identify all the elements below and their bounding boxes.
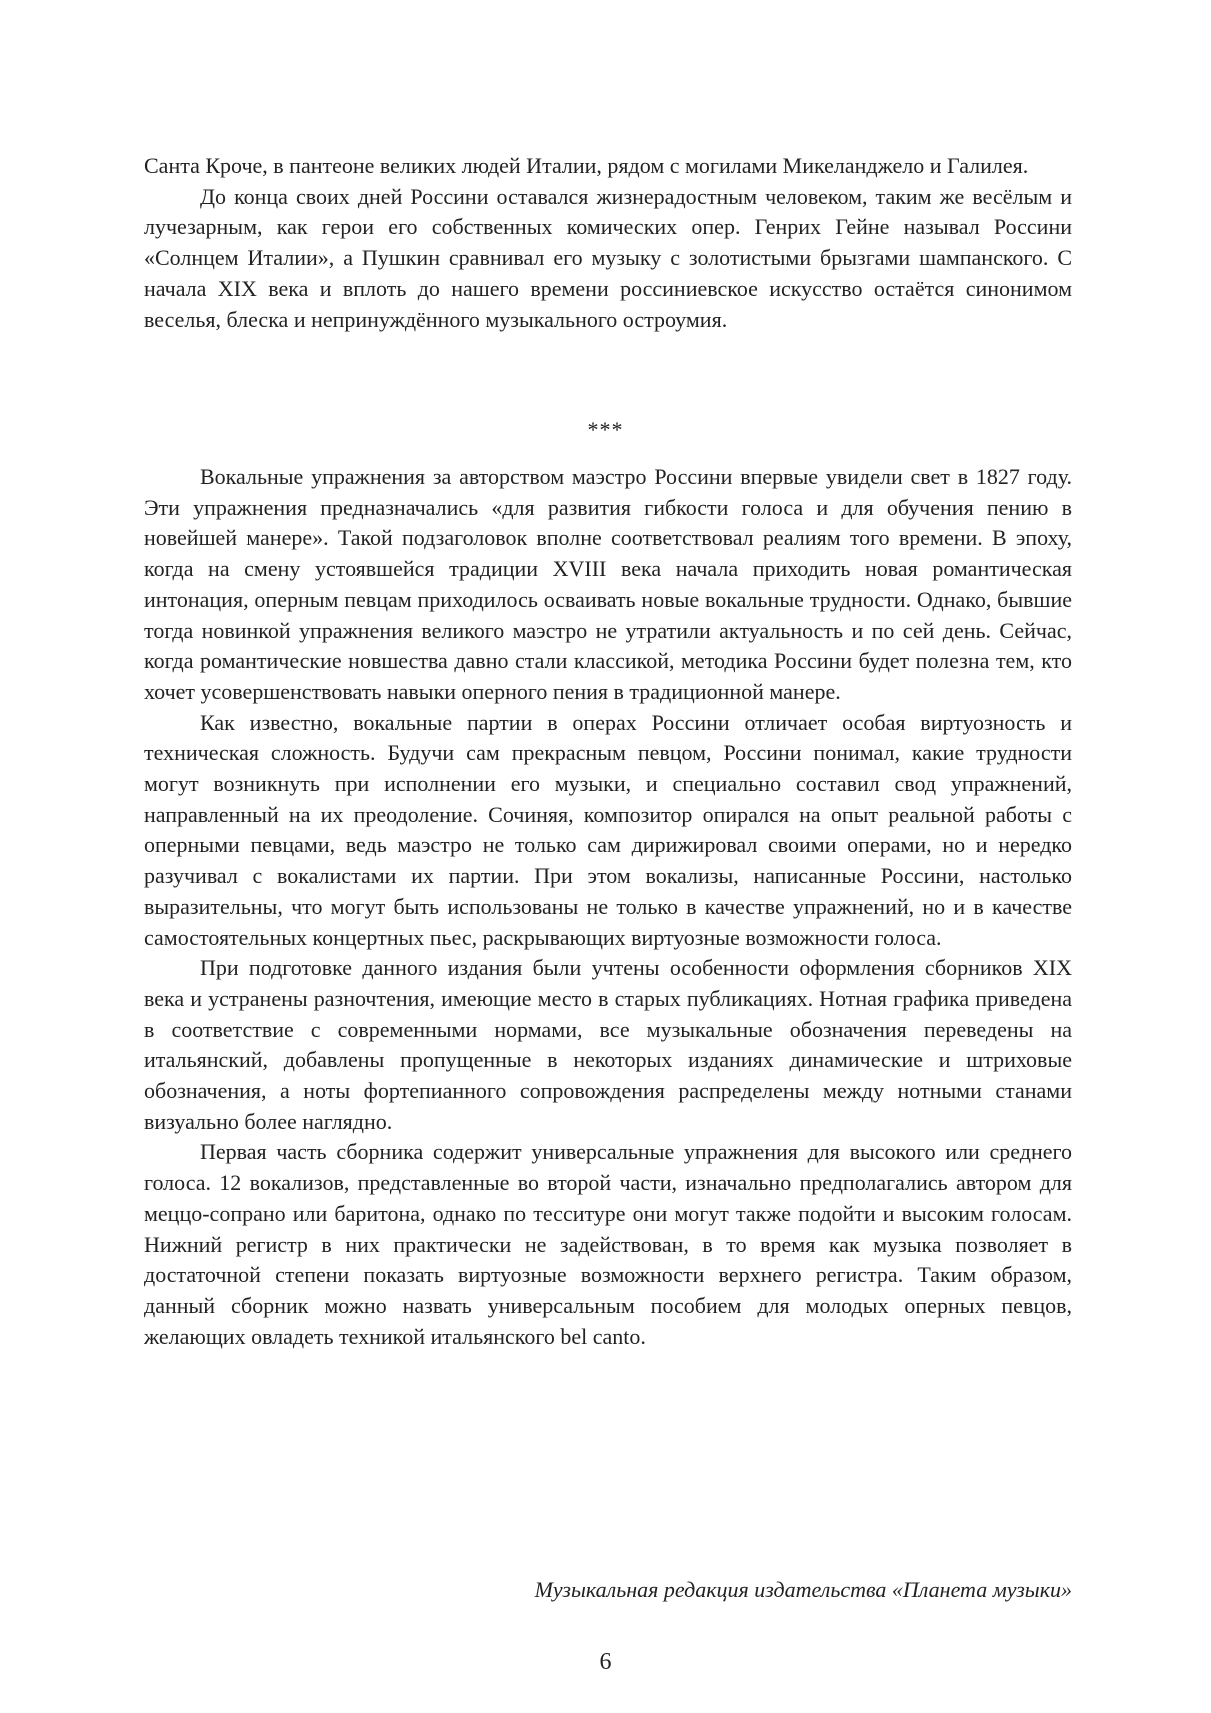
paragraph-continuation: Санта Кроче, в пантеоне великих людей Италии, рядом с могилами Микеланджело и Галилея. [144, 153, 1029, 178]
paragraph: Вокальные упражнения за авторством маэстро Россини впервые увидели свет в 1827 году. Эти упражнения предназначались «для развития гибкости голоса и для обучения пению в новейшей манере». Такой подзаголовок вполне соответствовал реалиям того времени. В эпоху, когда на смену устоявшейся традиции XVIII века начала приходить новая романтическая интонация, оперным певцам приходилось осваивать новые вокальные трудности. Однако, бывшие тогда новинкой упражнения великого маэстро не утратили актуальность и по сей день. Сейчас, когда романтические новшества давно стали классикой, методика Россини будет полезна тем, кто хочет усовершенствовать навыки оперного пения в традиционной манере. [144, 464, 1072, 704]
paragraph: До конца своих дней Россини оставался жизнерадостным человеком, таким же весёлым и лучезарным, как герои его собственных комических опер. Генрих Гейне называл Россини «Солнцем Италии», а Пушкин сравнивал его музыку с золотистыми брызгами шампанского. С начала XIX века и вплоть до нашего времени россиниевское искусство остаётся синонимом веселья, блеска и непринуждённого музыкального остроумия. [144, 183, 1072, 332]
main-text-block [144, 462, 1072, 1352]
paragraph: Первая часть сборника содержит универсальные упражнения для высокого или среднего голоса. 12 вокализов, представленные во второй части, изначально предполагались автором для меццо-сопрано или баритона, однако по тесситуре они могут также подойти и высоким голосам. Нижний регистр в них практически не задействован, в то время как музыка позволяет в достаточной степени показать виртуозные возможности верхнего регистра. Таким образом, данный сборник можно назвать универсальным пособием для молодых оперных певцов, желающих овладеть техникой итальянского bel canto. [144, 1139, 1072, 1349]
page-number: 6 [599, 1649, 612, 1675]
paragraph: При подготовке данного издания были учтены особенности оформления сборников XIX века и устранены разночтения, имеющие место в старых публикациях. Нотная графика приведена в соответствие с современными нормами, все музыкальные обозначения переведены на итальянский, добавлены пропущенные в некоторых изданиях динамические и штриховые обозначения, а ноты фортепианного сопровождения распределены между нотными станами визуально более наглядно. [144, 955, 1072, 1134]
section-separator: *** [587, 417, 624, 442]
intro-text-block [144, 151, 1072, 335]
editorial-signature: Музыкальная редакция издательства «Планета музыки» [534, 1577, 1072, 1602]
paragraph: Как известно, вокальные партии в операх Россини отличает особая виртуозность и техническая сложность. Будучи сам прекрасным певцом, Россини понимал, какие трудности могут возникнуть при исполнении его музыки, и специально составил свод упражнений, направленный на их преодоление. Сочиняя, композитор опирался на опыт реальной работы с оперными певцами, ведь маэстро не только сам дирижировал своими операми, но и нередко разучивал с вокалистами их партии. При этом вокализы, написанные Россини, настолько выразительны, что могут быть использованы не только в качестве упражнений, но и в качестве самостоятельных концертных пьес, раскрывающих виртуозные возможности голоса. [144, 709, 1072, 950]
